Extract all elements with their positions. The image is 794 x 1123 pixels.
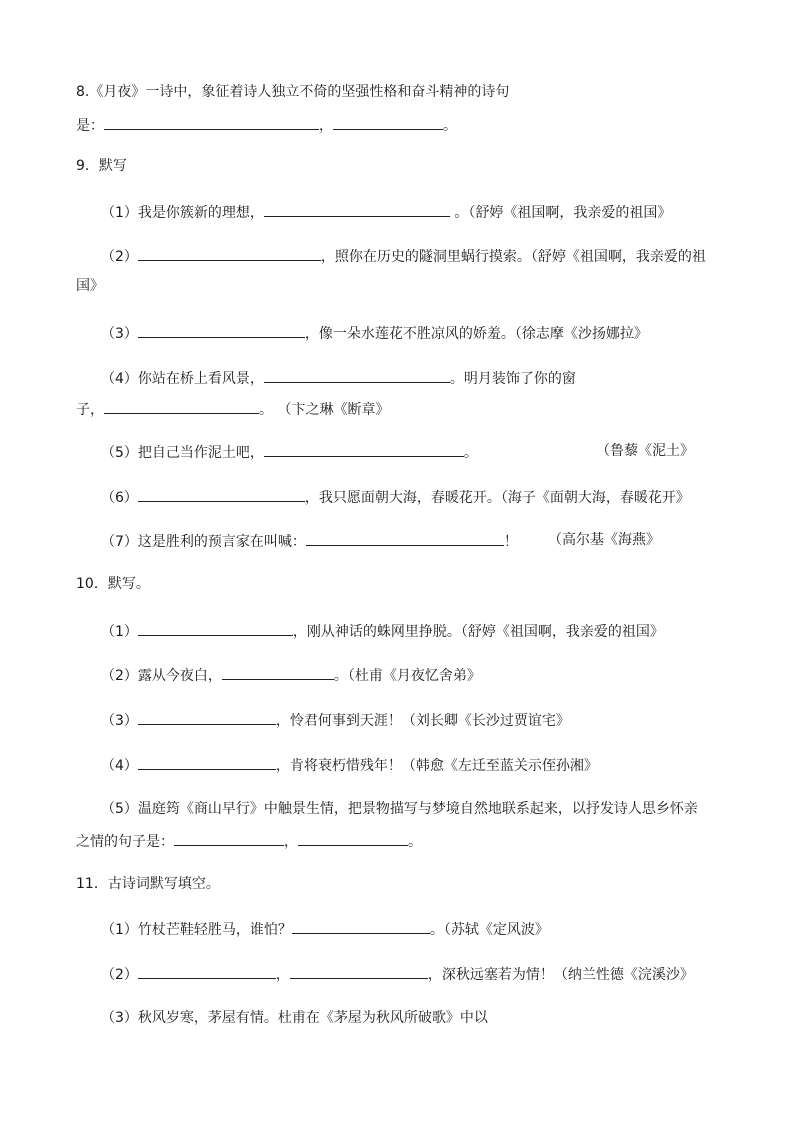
q10-item-5: （5）温庭筠《商山早行》中触景生情，把景物描写与梦境自然地联系起来，以抒发诗人思乡怀亲 bbox=[101, 801, 698, 817]
answer-blank[interactable] bbox=[138, 709, 276, 725]
answer-blank[interactable] bbox=[174, 830, 284, 846]
answer-blank[interactable] bbox=[264, 201, 450, 217]
answer-blank[interactable] bbox=[104, 398, 259, 414]
q9-item-1: （1）我是你簇新的理想， 。（舒婷《祖国啊，我亲爱的祖国》 bbox=[101, 201, 671, 221]
answer-blank[interactable] bbox=[138, 620, 293, 636]
q9-item-2: （2） ，照你在历史的隧洞里蜗行摸索。（舒婷《祖国啊，我亲爱的祖 bbox=[101, 245, 706, 265]
q8-line2: 是： ， 。 bbox=[76, 114, 457, 134]
q10-item-5-cont: 之情的句子是： ， 。 bbox=[76, 830, 422, 850]
answer-blank[interactable] bbox=[104, 114, 319, 130]
q11-item-1: （1）竹杖芒鞋轻胜马，谁怕？ 。（苏轼《定风波》 bbox=[101, 918, 549, 938]
answer-blank[interactable] bbox=[138, 486, 305, 502]
q11-title: 11．古诗词默写填空。 bbox=[76, 876, 220, 892]
answer-blank[interactable] bbox=[138, 245, 321, 261]
q10-item-3: （3） ，怜君何事到天涯！（刘长卿《长沙过贾谊宅》 bbox=[101, 709, 570, 729]
q11-item-2: （2） ， ，深秋远塞若为情！（纳兰性德《浣溪沙》 bbox=[101, 963, 694, 983]
q9-item-4: （4）你站在桥上看风景， 。明月装饰了你的窗 bbox=[101, 367, 576, 387]
answer-blank[interactable] bbox=[298, 830, 408, 846]
q10-item-1: （1） ，刚从神话的蛛网里挣脱。（舒婷《祖国啊，我亲爱的祖国》 bbox=[101, 620, 664, 640]
answer-blank[interactable] bbox=[333, 114, 443, 130]
answer-blank[interactable] bbox=[306, 530, 504, 546]
q9-title: 9．默写 bbox=[76, 158, 127, 174]
q9-item-4-cont: 子， 。 （卞之琳《断章》 bbox=[76, 398, 389, 418]
q9-item-7-source: （高尔基《海燕》 bbox=[548, 532, 660, 548]
q10-item-2: （2）露从今夜白， 。（杜甫《月夜忆舍弟》 bbox=[101, 664, 481, 684]
answer-blank[interactable] bbox=[264, 441, 464, 457]
q11-item-3: （3）秋风岁寒，茅屋有情。杜甫在《茅屋为秋风所破歌》中以 bbox=[101, 1010, 488, 1026]
q9-item-5-source: （鲁藜《泥土》 bbox=[596, 443, 694, 459]
answer-blank[interactable] bbox=[222, 664, 334, 680]
answer-blank[interactable] bbox=[138, 322, 305, 338]
answer-blank[interactable] bbox=[290, 963, 428, 979]
q9-item-6: （6） ，我只愿面朝大海，春暖花开。（海子《面朝大海，春暖花开》 bbox=[101, 486, 690, 506]
q10-title: 10．默写。 bbox=[76, 576, 150, 592]
answer-blank[interactable] bbox=[264, 367, 450, 383]
q9-item-2-cont: 国》 bbox=[76, 278, 104, 294]
q9-item-3: （3） ，像一朵水莲花不胜凉风的娇羞。（徐志摩《沙扬娜拉》 bbox=[101, 322, 648, 342]
q9-item-7: （7）这是胜利的预言家在叫喊： ！ bbox=[101, 530, 518, 550]
q9-item-5: （5）把自己当作泥土吧， 。 bbox=[101, 441, 478, 461]
q10-item-4: （4） ，肯将衰朽惜残年！（韩愈《左迁至蓝关示侄孙湘》 bbox=[101, 754, 598, 774]
answer-blank[interactable] bbox=[138, 963, 276, 979]
q8-line1: 8.《月夜》一诗中，象征着诗人独立不倚的坚强性格和奋斗精神的诗句 bbox=[76, 84, 510, 100]
answer-blank[interactable] bbox=[138, 754, 276, 770]
answer-blank[interactable] bbox=[292, 918, 430, 934]
